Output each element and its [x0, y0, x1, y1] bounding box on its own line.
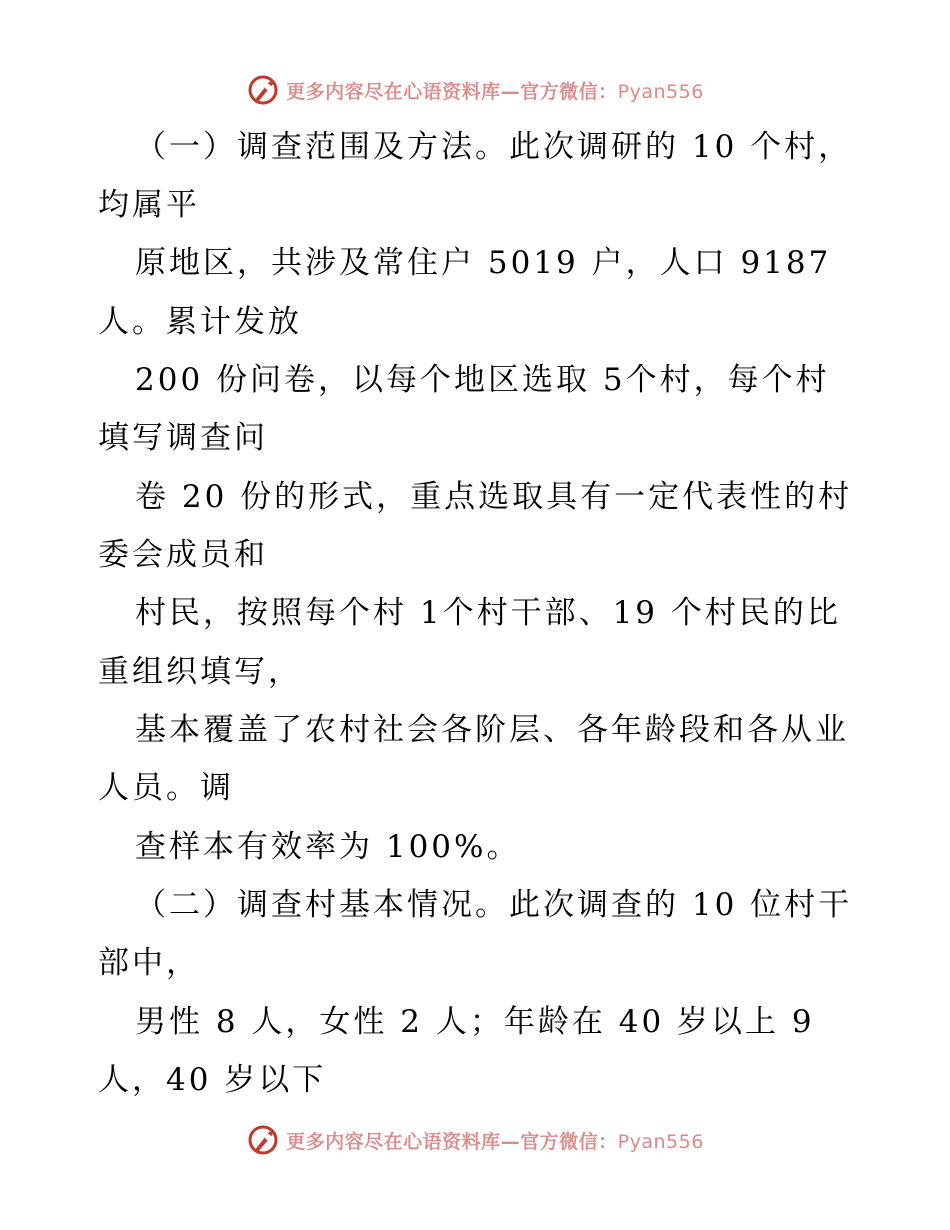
paragraph-line: 部中，: [98, 945, 200, 981]
paragraph-line: （一）调查范围及方法。此次调研的 10 个村，: [135, 129, 853, 165]
paragraph-line: 查样本有效率为 100%。: [135, 829, 521, 865]
paragraph-line: 填写调查问: [98, 420, 268, 456]
header-watermark: [0, 70, 950, 110]
quill-logo-icon: [246, 73, 280, 107]
paragraph-line: （二）调查村基本情况。此次调查的 10 位村干: [135, 887, 853, 923]
paragraph-line: 委会成员和: [98, 537, 268, 573]
paragraph-line: 人。累计发放: [98, 304, 302, 340]
paragraph-line: 基本覆盖了农村社会各阶层、各年龄段和各从业: [135, 712, 849, 748]
watermark-text: 更多内容尽在心语资料库—官方微信：Pyan556: [286, 80, 704, 103]
paragraph-line: 均属平: [98, 187, 200, 223]
paragraph-line: 人员。调: [98, 770, 234, 806]
paragraph-line: 村民，按照每个村 1个村干部、19 个村民的比: [135, 595, 841, 631]
paragraph-line: 卷 20 份的形式，重点选取具有一定代表性的村: [135, 479, 853, 515]
paragraph-line: 200 份问卷，以每个地区选取 5个村，每个村: [135, 362, 830, 398]
footer-watermark: [0, 1120, 950, 1160]
paragraph-line: 重组织填写，: [98, 654, 302, 690]
quill-logo-icon: [246, 1123, 280, 1157]
paragraph-line: 原地区，共涉及常住户 5019 户，人口 9187: [135, 245, 832, 281]
watermark-text: 更多内容尽在心语资料库—官方微信：Pyan556: [286, 1130, 704, 1153]
paragraph-line: 男性 8 人，女性 2 人；年龄在 40 岁以上 9: [135, 1004, 815, 1040]
paragraph-line: 人，40 岁以下: [98, 1062, 327, 1098]
